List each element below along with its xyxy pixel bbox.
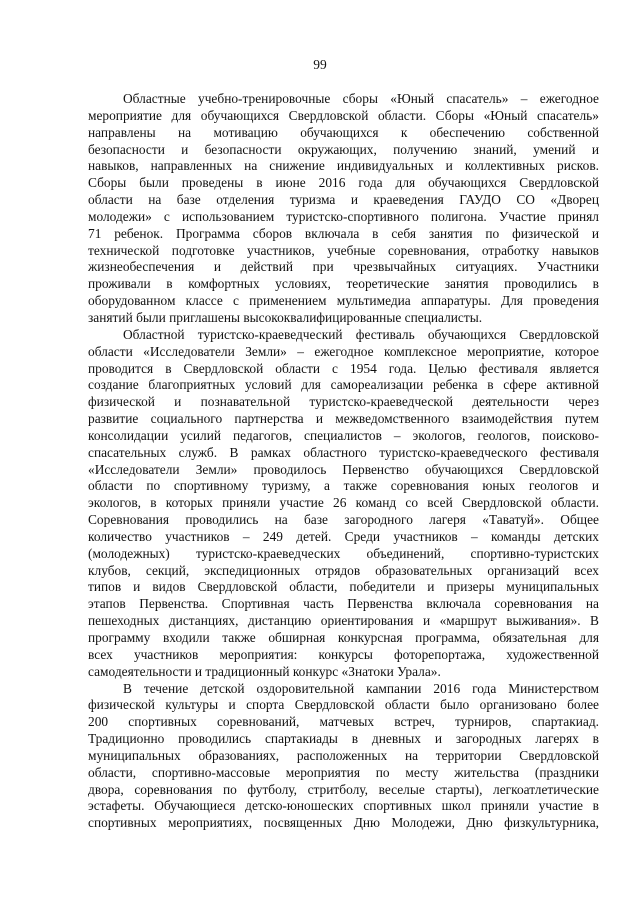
body-text bbox=[88, 91, 599, 832]
text-line: Областной туристско-краеведческий фестиваль обучающихся Свердловской bbox=[123, 326, 599, 342]
text-line: Сборы были проведены в июне 2016 года для обучающихся Свердловской bbox=[88, 175, 599, 191]
text-line: Областные учебно-тренировочные сборы «Юный спасатель» – ежегодное bbox=[123, 91, 599, 106]
text-line: молодежи» с использованием туристско-спортивного полигона. Участие принял bbox=[88, 208, 599, 224]
text-line: этапов Первенства. Спортивная часть Первенства включала соревнования на bbox=[88, 596, 599, 612]
text-line: направлены на мотивацию обучающихся к обеспечению собственной bbox=[88, 124, 599, 140]
paragraph bbox=[88, 327, 599, 681]
text-line: муниципальных образованиях, расположенных на территории Свердловской bbox=[88, 747, 599, 763]
text-line: консолидации усилий педагогов, специалистов – экологов, геологов, поисково- bbox=[88, 427, 599, 443]
text-line: технической подготовке участников, учебные соревнования, отработку навыков bbox=[88, 242, 599, 258]
text-line: создание благоприятных условий для самореализации ребенка в сфере активной bbox=[88, 377, 599, 393]
text-line: Соревнования проводились на базе загородного лагеря «Таватуй». Общее bbox=[88, 512, 599, 528]
text-line: самодеятельности и традиционный конкурс «Знатоки Урала». bbox=[88, 663, 441, 679]
text-line: спортивных мероприятиях, посвященных Дню Молодежи, Дню физкультурника, bbox=[88, 815, 599, 831]
text-line: клубов, секций, экспедиционных отрядов образовательных организаций всех bbox=[88, 562, 599, 578]
text-line: физической культуры и спорта Свердловской области было организовано более bbox=[88, 697, 599, 713]
page-number: 99 bbox=[313, 57, 327, 72]
text-line: «Исследователи Земли» проводилось Первенство обучающихся Свердловской bbox=[88, 461, 599, 477]
text-line: развитие социального партнерства и межведомственного взаимодействия путем bbox=[88, 411, 599, 427]
text-line: программу входили также обширная конкурсная программа, обязательная для bbox=[88, 630, 599, 645]
text-line: количество участников – 249 детей. Среди участников – команды детских bbox=[88, 528, 599, 544]
text-line: мероприятие для обучающихся Свердловской области. Сборы «Юный спасатель» bbox=[88, 107, 599, 123]
text-line: пешеходных дистанциях, дистанцию ориентирования и «маршрут выживания». В bbox=[88, 613, 599, 629]
text-line: проводится в Свердловской области с 1954 года. Целью фестиваля является bbox=[88, 360, 599, 376]
text-line: 71 ребенок. Программа сборов включала в себя занятия по физической и bbox=[88, 225, 599, 241]
text-line: безопасности и безопасности окружающих, получению знаний, умений и bbox=[88, 141, 599, 157]
text-line: области на базе отделения туризма и краеведения ГАУДО СО «Дворец bbox=[88, 192, 599, 208]
text-line: эстафеты. Обучающиеся детско-юношеских спортивных школ приняли участие в bbox=[88, 798, 599, 814]
text-line: занятий были приглашены высококвалифицированные специалисты. bbox=[88, 309, 483, 325]
text-line: жизнеобеспечения и действий при чрезвычайных ситуациях. Участники bbox=[88, 259, 599, 275]
text-line: области «Исследователи Земли» – ежегодное комплексное мероприятие, которое bbox=[88, 343, 599, 359]
text-line: области, спортивно-массовые мероприятия по месту жительства (праздники bbox=[88, 764, 599, 780]
text-line: физической и познавательной туристско-краеведческой деятельности через bbox=[88, 394, 599, 410]
text-line: оборудованном классе с применением мультимедиа аппаратуры. Для проведения bbox=[88, 293, 599, 309]
text-line: типов и видов Свердловской области, победители и призеры муниципальных bbox=[88, 579, 599, 595]
text-line: экологов, в которых приняли участие 26 команд со всей Свердловской области. bbox=[88, 495, 599, 511]
text-line: 200 спортивных соревнований, матчевых встреч, турниров, спартакиад. bbox=[88, 714, 599, 730]
text-line: (молодежных) туристско-краеведческих объединений, спортивно-туристских bbox=[88, 545, 599, 561]
paragraph bbox=[88, 681, 599, 833]
paragraph bbox=[88, 91, 599, 327]
text-line: всех участников мероприятия: конкурсы фоторепортажа, художественной bbox=[88, 646, 599, 662]
text-line: области по спортивному туризму, а также соревнования юных геологов и bbox=[88, 478, 599, 494]
text-line: спасательных служб. В рамках областного туристско-краеведческого фестиваля bbox=[88, 444, 599, 460]
text-line: навыков, направленных на снижение индивидуальных и коллективных рисков. bbox=[88, 158, 599, 174]
text-line: Традиционно проводились спартакиады в дневных и загородных лагерях в bbox=[88, 731, 599, 747]
text-line: проживали в комфортных условиях, теоретические занятия проводились в bbox=[88, 276, 599, 292]
text-line: двора, соревнования по футболу, стритболу, веселые старты), легкоатлетические bbox=[88, 781, 599, 797]
text-line: В течение детской оздоровительной кампании 2016 года Министерством bbox=[123, 680, 599, 696]
